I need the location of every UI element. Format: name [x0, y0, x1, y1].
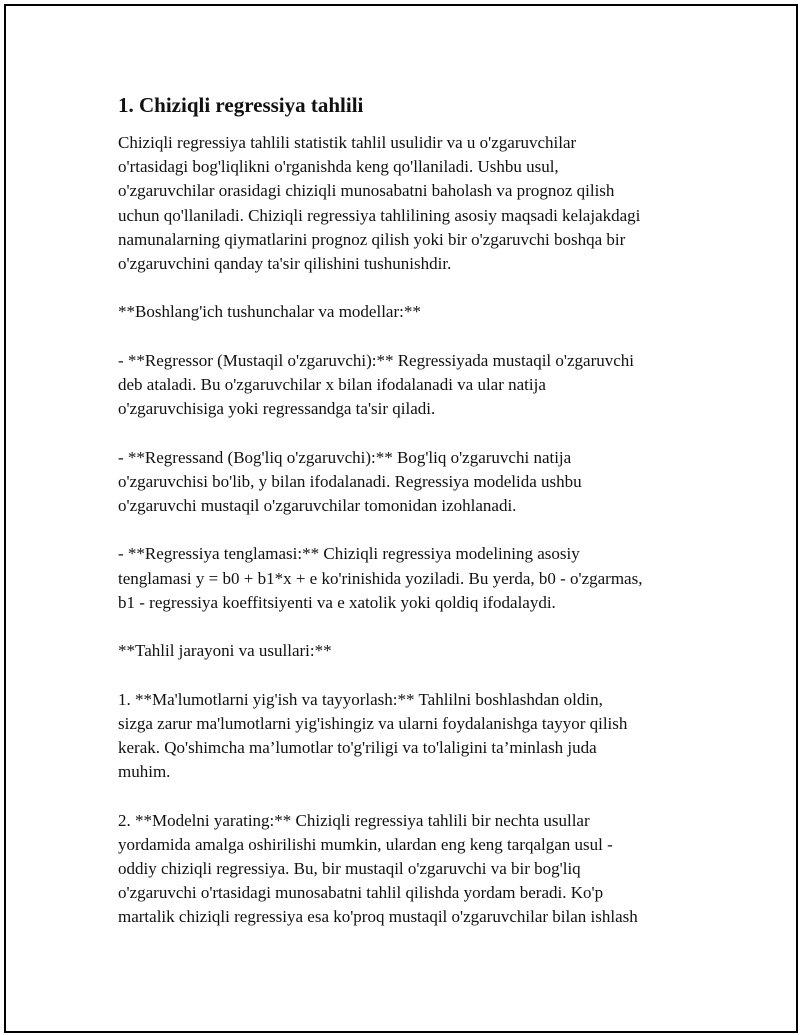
paragraph-intro [118, 131, 698, 276]
text-line: sizga zarur ma'lumotlarni yig'ishingiz va ularni foydalanishga tayyor qilish [118, 713, 628, 733]
text-line: Chiziqli regressiya tahlili statistik tahlil usulidir va u o'zgaruvchilar [118, 133, 577, 152]
paragraph-step-2 [118, 809, 698, 930]
text-line: namunalarning qiymatlarini prognoz qilish yoki bir o'zgaruvchi boshqa bir [118, 229, 626, 249]
text-line: 2. **Modelni yarating:** Chiziqli regressiya tahlili bir nechta usullar [118, 810, 590, 830]
paragraph-step-1 [118, 688, 698, 785]
text-line: martalik chiziqli regressiya esa ko'proq mustaqil o'zgaruvchilar bilan ishlash [118, 907, 638, 927]
text-line: kerak. Qo'shimcha ma’lumotlar to'g'riligi va to'laligini ta’minlash juda [118, 737, 597, 757]
document-title: 1. Chiziqli regressiya tahlili [118, 93, 364, 117]
text-line: **Boshlang'ich tushunchalar va modellar:** [118, 302, 421, 322]
text-line: o'zgaruvchisi bo'lib, y bilan ifodalanadi. Regressiya modelida ushbu [118, 471, 582, 491]
text-line: o'rtasidagi bog'liqlikni o'rganishda keng qo'llaniladi. Ushbu usul, [118, 157, 559, 177]
text-line: o'zgaruvchi o'rtasidagi munosabatni tahlil qilishda yordam beradi. Ko'p [118, 883, 604, 903]
section-heading-process [118, 639, 698, 663]
text-line: yordamida amalga oshirilishi mumkin, ulardan eng keng tarqalgan usul - [118, 834, 613, 854]
text-line: o'zgaruvchisiga yoki regressandga ta'sir qiladi. [118, 399, 436, 419]
text-line: muhim. [118, 762, 171, 782]
text-line: o'zgaruvchi mustaqil o'zgaruvchilar tomonidan izohlanadi. [118, 496, 517, 515]
paragraph-regressand [118, 446, 698, 519]
text-line: o'zgaruvchini qanday ta'sir qilishini tushunishdir. [118, 254, 452, 274]
text-line: tenglamasi y = b0 + b1*x + e ko'rinishida yoziladi. Bu yerda, b0 - o'zgarmas, [118, 568, 643, 588]
text-line: uchun qo'llaniladi. Chiziqli regressiya tahlilining asosiy maqsadi kelajakdagi [118, 205, 641, 225]
text-line: - **Regressor (Mustaqil o'zgaruvchi):** Regressiyada mustaqil o'zgaruvchi [118, 350, 634, 370]
text-line: - **Regressiya tenglamasi:** Chiziqli regressiya modelining asosiy [118, 544, 580, 564]
text-line: **Tahlil jarayoni va usullari:** [118, 641, 332, 661]
document-body [118, 92, 698, 954]
text-line: - **Regressand (Bog'liq o'zgaruvchi):** Bog'liq o'zgaruvchi natija [118, 447, 572, 467]
text-line: o'zgaruvchilar orasidagi chiziqli munosabatni baholash va prognoz qilish [118, 181, 615, 201]
text-line: oddiy chiziqli regressiya. Bu, bir mustaqil o'zgaruvchi va bir bog'liq [118, 858, 581, 878]
paragraph-equation [118, 542, 698, 615]
text-line: 1. **Ma'lumotlarni yig'ish va tayyorlash:** Tahlilni boshlashdan oldin, [118, 689, 603, 709]
paragraph-regressor [118, 349, 698, 422]
section-heading-concepts [118, 300, 698, 324]
text-line: b1 - regressiya koeffitsiyenti va e xatolik yoki qoldiq ifodalaydi. [118, 592, 556, 612]
text-line: deb ataladi. Bu o'zgaruvchilar x bilan ifodalanadi va ular natija [118, 375, 546, 394]
